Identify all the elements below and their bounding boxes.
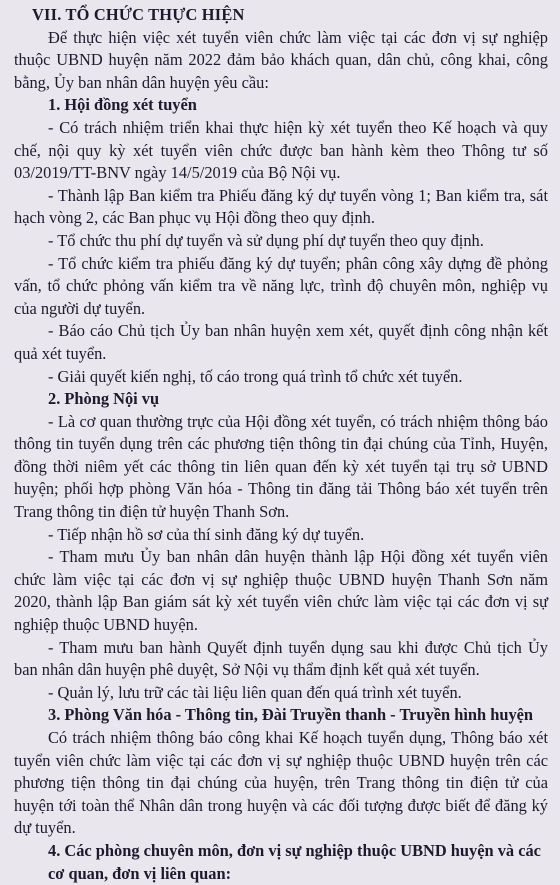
heading-departments: 4. Các phòng chuyên môn, đơn vị sự nghiệp thuộc UBND huyện và các cơ quan, đơn vị liên quan: — [48, 840, 541, 883]
council-item: - Giải quyết kiến nghị, tố cáo trong quá trình tổ chức xét tuyển. — [48, 366, 463, 386]
heading-council: 1. Hội đồng xét tuyển — [48, 95, 197, 115]
home-affairs-item: - Tham mưu ban hành Quyết định tuyển dụng sau khi được Chủ tịch Ủy ban nhân dân huyện phê duyệt, Sở Nội vụ thẩm định kết quả xét tuyển. — [14, 637, 548, 680]
section-title: VII. TỔ CHỨC THỰC HIỆN — [32, 5, 245, 24]
heading-culture-info: 3. Phòng Văn hóa - Thông tin, Đài Truyền thanh - Truyền hình huyện — [48, 705, 534, 725]
culture-info-item: Có trách nhiệm thông báo công khai Kế hoạch tuyển dụng, Thông báo xét tuyển viên chức làm việc tại các đơn vị sự nghiệp thuộc UBND huyện trên các phương tiện thông tin đại chúng của huyện, trên Trang thông tin điện tử của huyện tới toàn thể Nhân dân trong huyện và các đối tượng được biết để đăng ký dự tuyển. — [14, 728, 548, 838]
home-affairs-item: - Là cơ quan thường trực của Hội đồng xét tuyển, có trách nhiệm thông báo thông tin tuyển dụng trên các phương tiện thông tin đại chúng của Tỉnh, Huyện, đồng thời niêm yết các thông tin liên quan đến kỳ xét tuyển tại trụ sở UBND huyện; phối hợp phòng Văn hóa - Thông tin đăng tải Thông báo xét tuyển trên Trang thông tin điện tử huyện Thanh Sơn. — [14, 411, 548, 522]
council-item: - Tổ chức thu phí dự tuyển và sử dụng phí dự tuyển theo quy định. — [48, 230, 484, 250]
heading-home-affairs: 2. Phòng Nội vụ — [48, 389, 160, 409]
council-item: - Thành lập Ban kiểm tra Phiếu đăng ký dự tuyển vòng 1; Ban kiểm tra, sát hạch vòng 2, các Ban phục vụ Hội đồng theo quy định. — [14, 185, 548, 228]
home-affairs-item: - Tham mưu Ủy ban nhân dân huyện thành lập Hội đồng xét tuyển viên chức làm việc tại các đơn vị sự nghiệp thuộc UBND huyện Thanh Sơn năm 2020, thành lập Ban giám sát kỳ xét tuyển viên chức làm việc tại các đơn vị sự nghiệp thuộc UBND huyện. — [14, 547, 548, 635]
intro-paragraph: Để thực hiện việc xét tuyển viên chức làm việc tại các đơn vị sự nghiệp thuộc UBND huyện năm 2022 đảm bảo khách quan, dân chủ, công khai, công bằng, Ủy ban nhân dân huyện yêu cầu: — [14, 27, 548, 92]
council-item: - Có trách nhiệm triển khai thực hiện kỳ xét tuyển theo Kế hoạch và quy chế, nội quy kỳ xét tuyển viên chức được ban hành kèm theo Thông tư số 03/2019/TT-BNV ngày 14/5/2019 của Bộ Nội vụ. — [14, 117, 548, 183]
home-affairs-item: - Tiếp nhận hồ sơ của thí sinh đăng ký dự tuyển. — [48, 524, 365, 544]
home-affairs-item: - Quản lý, lưu trữ các tài liệu liên quan đến quá trình xét tuyển. — [48, 682, 462, 702]
council-item: - Tổ chức kiểm tra phiếu đăng ký dự tuyển; phân công xây dựng đề phỏng vấn, tổ chức phỏng vấn kiểm tra về năng lực, trình độ chuyên môn, nghiệp vụ của người dự tuyển. — [14, 253, 548, 318]
council-item: - Báo cáo Chủ tịch Ủy ban nhân huyện xem xét, quyết định công nhận kết quả xét tuyển. — [14, 321, 548, 363]
